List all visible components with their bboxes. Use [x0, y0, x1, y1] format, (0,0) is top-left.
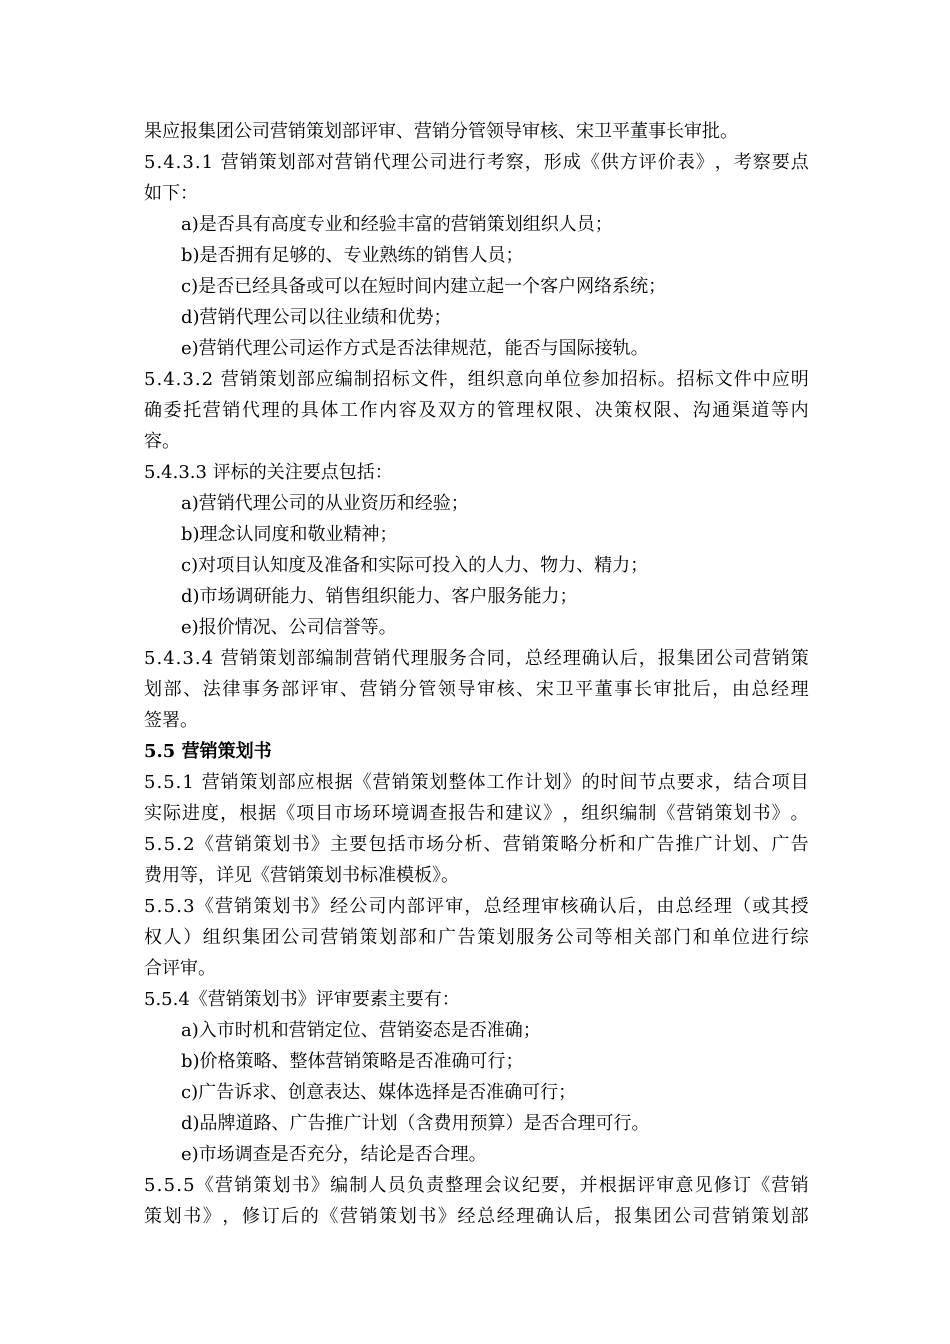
text-line: 如下：: [144, 183, 198, 204]
text-line: 费用等，详见《营销策划书标准模板》。: [144, 865, 459, 886]
text-line: 5 . 4 . 3 . 4 营 销 策 划 部 编 制 营 销 代 理 服 务 合 同 ， 总 经 理 确 认 后 ， 报 集 团 公 司 营 销 策: [144, 648, 809, 669]
text-line: 5.5.4《营销策划书》评审要素主要有：: [144, 989, 460, 1010]
text-line: 5 . 5 . 5 《 营 销 策 划 书 》 编 制 人 员 负 责 整 理 会 议 纪 要 ， 并 根 据 评 审 意 见 修 订 《 营 销: [144, 1175, 809, 1196]
text-line: e)报价情况、公司信誉等。: [181, 617, 397, 638]
section-heading: 5.5 营销策划书: [144, 741, 272, 762]
text-line: 实 际 进 度 ， 根 据 《 项 目 市 场 环 境 调 查 报 告 和 建 议 》 ， 组 织 编 制 《 营 销 策 划 书 》 。: [144, 803, 809, 824]
text-line: e)营销代理公司运作方式是否法律规范，能否与国际接轨。: [181, 338, 649, 359]
text-line: c)是否已经具备或可以在短时间内建立起一个客户网络系统；: [181, 276, 667, 297]
text-line: 划 部 、 法 律 事 务 部 评 审 、 营 销 分 管 领 导 审 核 、 宋 卫 平 董 事 长 审 批 后 ， 由 总 经 理: [144, 679, 809, 700]
text-line: 5 . 4 . 3 . 1 营 销 策 划 部 对 营 销 代 理 公 司 进 行 考 察 ， 形 成 《 供 方 评 价 表 》 ， 考 察 要 点: [144, 152, 809, 173]
text-line: d)营销代理公司以往业绩和优势；: [181, 307, 452, 328]
text-line: a)营销代理公司的从业资历和经验；: [181, 493, 469, 514]
text-line: a)入市时机和营销定位、营销姿态是否准确；: [181, 1020, 541, 1041]
text-line: b)价格策略、整体营销策略是否准确可行；: [181, 1051, 524, 1072]
text-line: c)对项目认知度及准备和实际可投入的人力、物力、精力；: [181, 555, 649, 576]
text-line: 权 人 ） 组 织 集 团 公 司 营 销 策 划 部 和 广 告 策 划 服 务 公 司 等 相 关 部 门 和 单 位 进 行 综: [144, 927, 809, 948]
text-line: 策 划 书 》 ， 修 订 后 的 《 营 销 策 划 书 》 经 总 经 理 确 认 后 ， 报 集 团 公 司 营 销 策 划 部: [144, 1206, 809, 1227]
text-line: c)广告诉求、创意表达、媒体选择是否准确可行；: [181, 1082, 577, 1103]
text-line: b)是否拥有足够的、专业熟练的销售人员；: [181, 245, 524, 266]
text-line: 5 . 5 . 1 营 销 策 划 部 应 根 据 《 营 销 策 划 整 体 工 作 计 划 》 的 时 间 节 点 要 求 ， 结 合 项 目: [144, 772, 809, 793]
text-line: d)品牌道路、广告推广计划（含费用预算）是否合理可行。: [181, 1113, 650, 1134]
document-body: [144, 116, 809, 1232]
text-line: 5 . 5 . 3 《 营 销 策 划 书 》 经 公 司 内 部 评 审 ， 总 经 理 审 核 确 认 后 ， 由 总 经 理 （ 或 其 授: [144, 896, 809, 917]
text-line: 确 委 托 营 销 代 理 的 具 体 工 作 内 容 及 双 方 的 管 理 权 限 、 决 策 权 限 、 沟 通 渠 道 等 内: [144, 400, 809, 421]
text-line: 5 . 5 . 2 《 营 销 策 划 书 》 主 要 包 括 市 场 分 析 、 营 销 策 略 分 析 和 广 告 推 广 计 划 、 广 告: [144, 834, 809, 855]
text-line: 容。: [144, 431, 180, 452]
text-line: 合评审。: [144, 958, 216, 979]
text-line: d)市场调研能力、销售组织能力、客户服务能力；: [181, 586, 578, 607]
text-line: b)理念认同度和敬业精神；: [181, 524, 398, 545]
text-line: 果应报集团公司营销策划部评审、营销分管领导审核、宋卫平董事长审批。: [144, 121, 738, 142]
text-line: 5.4.3.3 评标的关注要点包括：: [144, 462, 393, 483]
text-line: 5 . 4 . 3 . 2 营 销 策 划 部 应 编 制 招 标 文 件 ， 组 织 意 向 单 位 参 加 招 标 。 招 标 文 件 中 应 明: [144, 369, 809, 390]
text-line: 签署。: [144, 710, 198, 731]
text-line: a)是否具有高度专业和经验丰富的营销策划组织人员；: [181, 214, 613, 235]
text-line: e)市场调查是否充分，结论是否合理。: [181, 1144, 487, 1165]
